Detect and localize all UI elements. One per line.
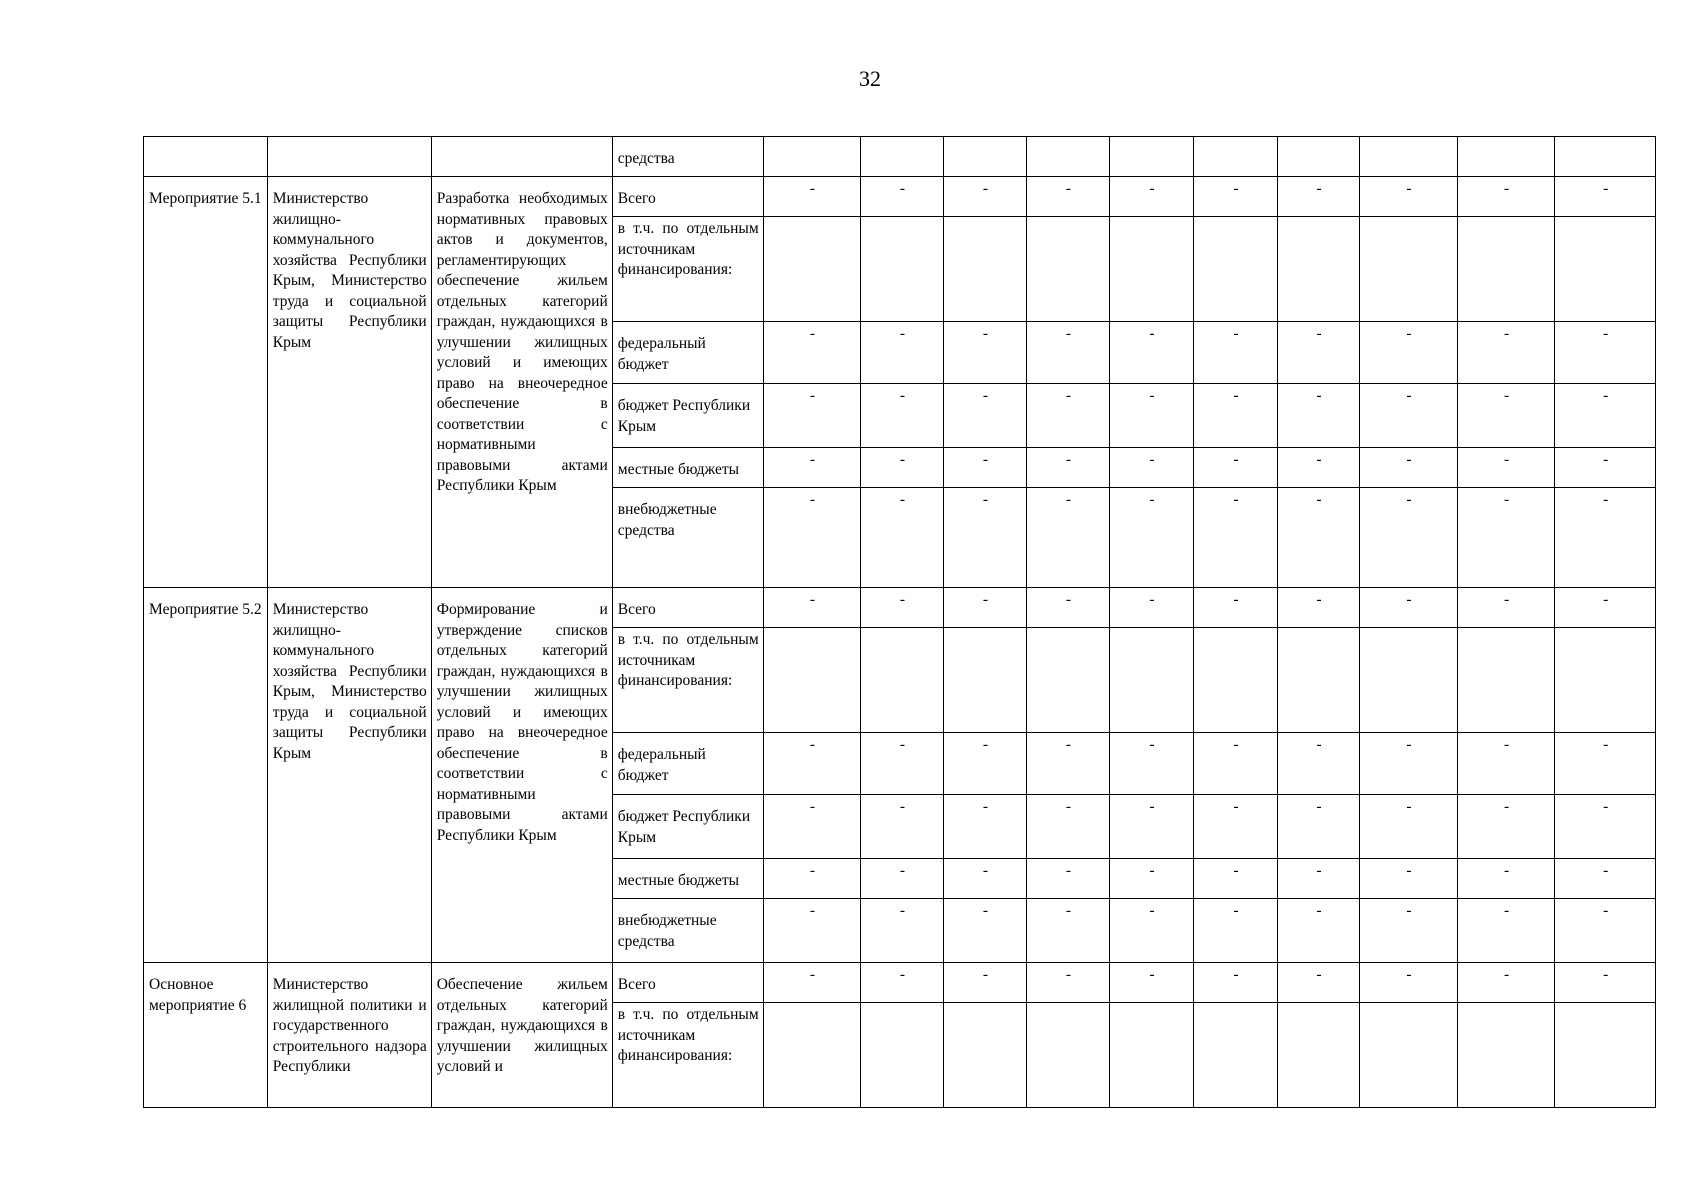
value-cell: - [1277,733,1359,795]
value-cell: - [1555,322,1656,384]
value-cell: - [1194,384,1277,448]
value-cell: - [1457,859,1555,899]
value-cell [1277,628,1359,733]
value-cell: - [861,859,943,899]
value-cell: - [861,588,943,628]
description-cell [431,137,612,177]
value-cell: - [1109,733,1194,795]
source-cell: федеральный бюджет [612,733,763,795]
value-cell: - [1360,488,1458,588]
value-cell: - [1194,899,1277,963]
table-row [144,963,1656,1003]
value-cell: - [763,963,861,1003]
value-cell [1194,1003,1277,1108]
value-cell: - [861,963,943,1003]
value-cell: - [861,488,943,588]
value-cell: - [1027,899,1109,963]
value-cell: - [1360,322,1458,384]
value-cell: - [1027,588,1109,628]
value-cell: - [943,448,1026,488]
value-cell: - [1360,588,1458,628]
value-cell: - [943,384,1026,448]
value-cell [861,628,943,733]
value-cell: - [1194,177,1277,217]
value-cell: - [763,177,861,217]
value-cell: - [1027,384,1109,448]
value-cell [763,217,861,322]
activity-cell [144,137,268,177]
value-cell: - [1360,177,1458,217]
table-row [144,177,1656,217]
value-cell: - [763,588,861,628]
value-cell: - [763,322,861,384]
value-cell [1457,217,1555,322]
page-number: 32 [859,66,881,91]
value-cell: - [861,795,943,859]
value-cell: - [1109,859,1194,899]
value-cell [1027,628,1109,733]
value-cell: - [1555,588,1656,628]
value-cell: - [1457,177,1555,217]
value-cell: - [1194,859,1277,899]
value-cell [1555,217,1656,322]
value-cell: - [1109,899,1194,963]
value-cell [1027,137,1109,177]
value-cell [1109,1003,1194,1108]
value-cell: - [1555,795,1656,859]
value-cell [1027,217,1109,322]
value-cell: - [1109,177,1194,217]
value-cell: - [943,859,1026,899]
source-cell: бюджет Республики Крым [612,384,763,448]
value-cell: - [1277,963,1359,1003]
value-cell: - [763,384,861,448]
value-cell: - [1109,384,1194,448]
value-cell [861,1003,943,1108]
description-cell: Разработка необходимых нормативных правовых актов и документов, регламентирующих обеспечение жильем отдельных категорий граждан, нуждающихся в улучшении жилищных условий и имеющих право на внеочередное обеспечение в соответствии с нормативными правовыми актами Республики Крым [431,177,612,588]
value-cell [1194,217,1277,322]
value-cell: - [861,322,943,384]
value-cell [1555,1003,1656,1108]
value-cell [1194,137,1277,177]
source-cell: внебюджетные средства [612,899,763,963]
table-row [144,588,1656,628]
value-cell: - [1360,963,1458,1003]
value-cell: - [1194,733,1277,795]
executor-cell: Министерство жилищно-коммунального хозяйства Республики Крым, Министерство труда и социальной защиты Республики Крым [267,588,431,963]
value-cell: - [1277,588,1359,628]
value-cell: - [1457,899,1555,963]
value-cell: - [1360,859,1458,899]
value-cell: - [943,899,1026,963]
value-cell [1360,628,1458,733]
value-cell: - [1194,963,1277,1003]
financing-table [143,136,1656,1108]
value-cell: - [1360,733,1458,795]
value-cell: - [1027,448,1109,488]
source-cell: в т.ч. по отдельным источникам финансирования: [612,217,763,322]
value-cell: - [1555,177,1656,217]
value-cell [943,217,1026,322]
value-cell: - [1277,177,1359,217]
value-cell [861,137,943,177]
value-cell: - [1194,795,1277,859]
value-cell: - [763,859,861,899]
source-cell: бюджет Республики Крым [612,795,763,859]
value-cell: - [943,322,1026,384]
value-cell: - [763,488,861,588]
value-cell [1360,1003,1458,1108]
value-cell: - [943,488,1026,588]
value-cell [943,137,1026,177]
source-cell: средства [612,137,763,177]
executor-cell [267,137,431,177]
value-cell [1109,217,1194,322]
value-cell [763,628,861,733]
value-cell: - [1457,795,1555,859]
value-cell: - [1027,322,1109,384]
value-cell: - [1277,899,1359,963]
value-cell: - [1457,963,1555,1003]
value-cell [943,628,1026,733]
value-cell: - [1027,795,1109,859]
value-cell: - [1457,384,1555,448]
continued-row [144,137,1656,177]
value-cell [1457,628,1555,733]
value-cell: - [1555,733,1656,795]
description-cell: Обеспечение жильем отдельных категорий граждан, нуждающихся в улучшении жилищных условий и [431,963,612,1108]
value-cell: - [1457,322,1555,384]
value-cell: - [1360,384,1458,448]
value-cell: - [861,177,943,217]
value-cell: - [1109,488,1194,588]
value-cell: - [1555,963,1656,1003]
value-cell [1194,628,1277,733]
value-cell: - [763,733,861,795]
value-cell: - [763,448,861,488]
value-cell [943,1003,1026,1108]
source-cell: в т.ч. по отдельным источникам финансирования: [612,1003,763,1108]
value-cell: - [1194,588,1277,628]
value-cell [1360,217,1458,322]
value-cell: - [861,448,943,488]
value-cell: - [1027,859,1109,899]
source-cell: местные бюджеты [612,448,763,488]
value-cell [1555,628,1656,733]
source-cell: Всего [612,177,763,217]
value-cell: - [1360,899,1458,963]
value-cell: - [861,384,943,448]
value-cell: - [1555,859,1656,899]
value-cell: - [1360,448,1458,488]
source-cell: Всего [612,588,763,628]
value-cell [1457,1003,1555,1108]
value-cell: - [943,963,1026,1003]
value-cell: - [943,733,1026,795]
source-cell: Всего [612,963,763,1003]
value-cell: - [1109,795,1194,859]
value-cell: - [1109,963,1194,1003]
value-cell: - [861,899,943,963]
value-cell [1109,628,1194,733]
activity-cell: Мероприятие 5.1 [144,177,268,588]
value-cell: - [1457,588,1555,628]
value-cell: - [1277,322,1359,384]
value-cell: - [1277,448,1359,488]
value-cell: - [1555,384,1656,448]
value-cell [1027,1003,1109,1108]
value-cell: - [1277,384,1359,448]
value-cell [1277,137,1359,177]
value-cell: - [1555,448,1656,488]
activity-cell: Основное мероприятие 6 [144,963,268,1108]
value-cell: - [1277,488,1359,588]
value-cell: - [943,177,1026,217]
value-cell: - [1027,963,1109,1003]
value-cell: - [1360,795,1458,859]
value-cell: - [943,795,1026,859]
value-cell [1277,1003,1359,1108]
value-cell [763,1003,861,1108]
value-cell [1277,217,1359,322]
value-cell: - [1277,859,1359,899]
source-cell: местные бюджеты [612,859,763,899]
value-cell: - [1027,488,1109,588]
value-cell: - [763,899,861,963]
value-cell: - [1027,177,1109,217]
source-cell: федеральный бюджет [612,322,763,384]
description-cell: Формирование и утверждение списков отдельных категорий граждан, нуждающихся в улучшении жилищных условий и имеющих право на внеочередное обеспечение в соответствии с нормативными правовыми актами Республики Крым [431,588,612,963]
executor-cell: Министерство жилищной политики и государственного строительного надзора Республики [267,963,431,1108]
value-cell: - [943,588,1026,628]
source-cell: в т.ч. по отдельным источникам финансирования: [612,628,763,733]
value-cell: - [763,795,861,859]
value-cell: - [1555,899,1656,963]
value-cell: - [1109,448,1194,488]
value-cell: - [1194,322,1277,384]
value-cell [763,137,861,177]
value-cell: - [1555,488,1656,588]
value-cell: - [1109,322,1194,384]
value-cell: - [1194,448,1277,488]
value-cell: - [1194,488,1277,588]
value-cell: - [1109,588,1194,628]
value-cell: - [1457,448,1555,488]
activity-cell: Мероприятие 5.2 [144,588,268,963]
value-cell [1555,137,1656,177]
value-cell: - [1457,488,1555,588]
value-cell [1109,137,1194,177]
value-cell [1360,137,1458,177]
value-cell: - [1027,733,1109,795]
executor-cell: Министерство жилищно-коммунального хозяйства Республики Крым, Министерство труда и социальной защиты Республики Крым [267,177,431,588]
value-cell: - [861,733,943,795]
value-cell: - [1277,795,1359,859]
source-cell: внебюджетные средства [612,488,763,588]
value-cell [1457,137,1555,177]
value-cell: - [1457,733,1555,795]
value-cell [861,217,943,322]
